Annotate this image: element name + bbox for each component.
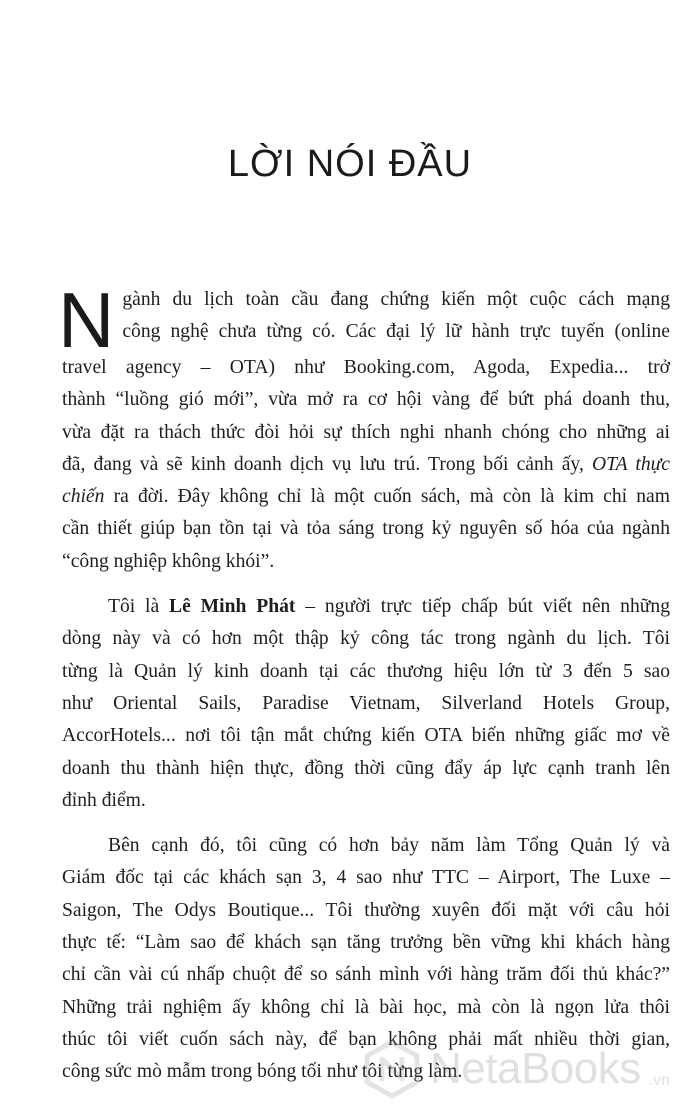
text-line: Bên cạnh đó, tôi cũng có hơn bảy năm làm Tổng Quản lý và	[108, 835, 670, 857]
watermark	[362, 1034, 694, 1104]
text-line: chỉ cần vài cú nhấp chuột để so sánh mình với hàng trăm đối thủ khác?”	[62, 964, 670, 986]
paragraph-1	[58, 276, 671, 578]
book-title-italic: chiến	[62, 486, 105, 508]
text-line: “công nghiệp không khói”.	[62, 550, 275, 572]
netabooks-logo-icon	[362, 1039, 422, 1099]
text-line: doanh thu thành hiện thực, đồng thời cũng đẩy áp lực cạnh tranh lên	[62, 757, 670, 779]
text-line: Saigon, The Odys Boutique... Tôi thường xuyên đối mặt với câu hỏi	[62, 899, 670, 921]
text-line: gành du lịch toàn cầu đang chứng kiến một cuộc cách mạng	[122, 289, 670, 310]
text-segment: ra đời. Đây không chỉ là một cuốn sách, mà còn là kim chỉ nam	[113, 486, 670, 508]
author-name: Lê Minh Phát	[169, 596, 296, 618]
text-line: thúc tôi viết cuốn sách này, để bạn không phải mất nhiều thời gian,	[62, 1028, 670, 1050]
text-line: thực tế: “Làm sao để khách sạn tăng trưởng bền vững khi khách hàng	[62, 932, 670, 954]
text-line: như Oriental Sails, Paradise Vietnam, Silverland Hotels Group,	[62, 692, 670, 714]
text-segment: đã, đang và sẽ kinh doanh dịch vụ lưu trú. Trong bối cảnh ấy,	[62, 453, 584, 475]
drop-cap: N	[58, 276, 115, 364]
text-line: công nghệ chưa từng có. Các đại lý lữ hành trực tuyến (online	[122, 321, 670, 343]
text-line	[62, 449, 670, 481]
text-line: Những trải nghiệm ấy không chỉ là bài học, mà còn là ngọn lửa thôi	[62, 996, 670, 1018]
watermark-brand: NetaBooks	[430, 1044, 641, 1093]
text-line: công sức mò mẫm trong bóng tối như tôi từng làm.	[62, 1061, 463, 1083]
text-line: cần thiết giúp bạn tồn tại và tỏa sáng trong kỷ nguyên số hóa của ngành	[62, 518, 670, 540]
text-line: AccorHotels... nơi tôi tận mắt chứng kiến OTA biến những giấc mơ về	[62, 725, 670, 747]
text-segment: Tôi là	[108, 596, 160, 618]
watermark-suffix: .vn	[648, 1072, 671, 1089]
text-line: thành “luồng gió mới”, vừa mở ra cơ hội vàng để bứt phá doanh thu,	[62, 389, 670, 411]
text-line: từng là Quản lý kinh doanh tại các thương hiệu lớn từ 3 đến 5 sao	[62, 660, 670, 682]
text-line: đỉnh điểm.	[62, 789, 146, 811]
page-title: LỜI NÓI ĐẦU	[227, 143, 473, 185]
text-line: travel agency – OTA) như Booking.com, Agoda, Expedia... trở	[62, 357, 670, 378]
book-title-italic: OTA thực	[592, 453, 671, 475]
text-line: Giám đốc tại các khách sạn 3, 4 sao như TTC – Airport, The Luxe –	[62, 867, 670, 889]
text-line: vừa đặt ra thách thức đòi hỏi sự thích nghi nhanh chóng cho những ai	[62, 421, 670, 443]
paragraph-2	[62, 591, 670, 817]
text-line: dòng này và có hơn một thập kỷ công tác trong ngành du lịch. Tôi	[62, 628, 670, 650]
text-line	[62, 481, 670, 513]
text-line	[62, 591, 670, 623]
page-body	[58, 276, 671, 1102]
text-segment: – người trực tiếp chấp bút viết nên những	[305, 596, 670, 618]
